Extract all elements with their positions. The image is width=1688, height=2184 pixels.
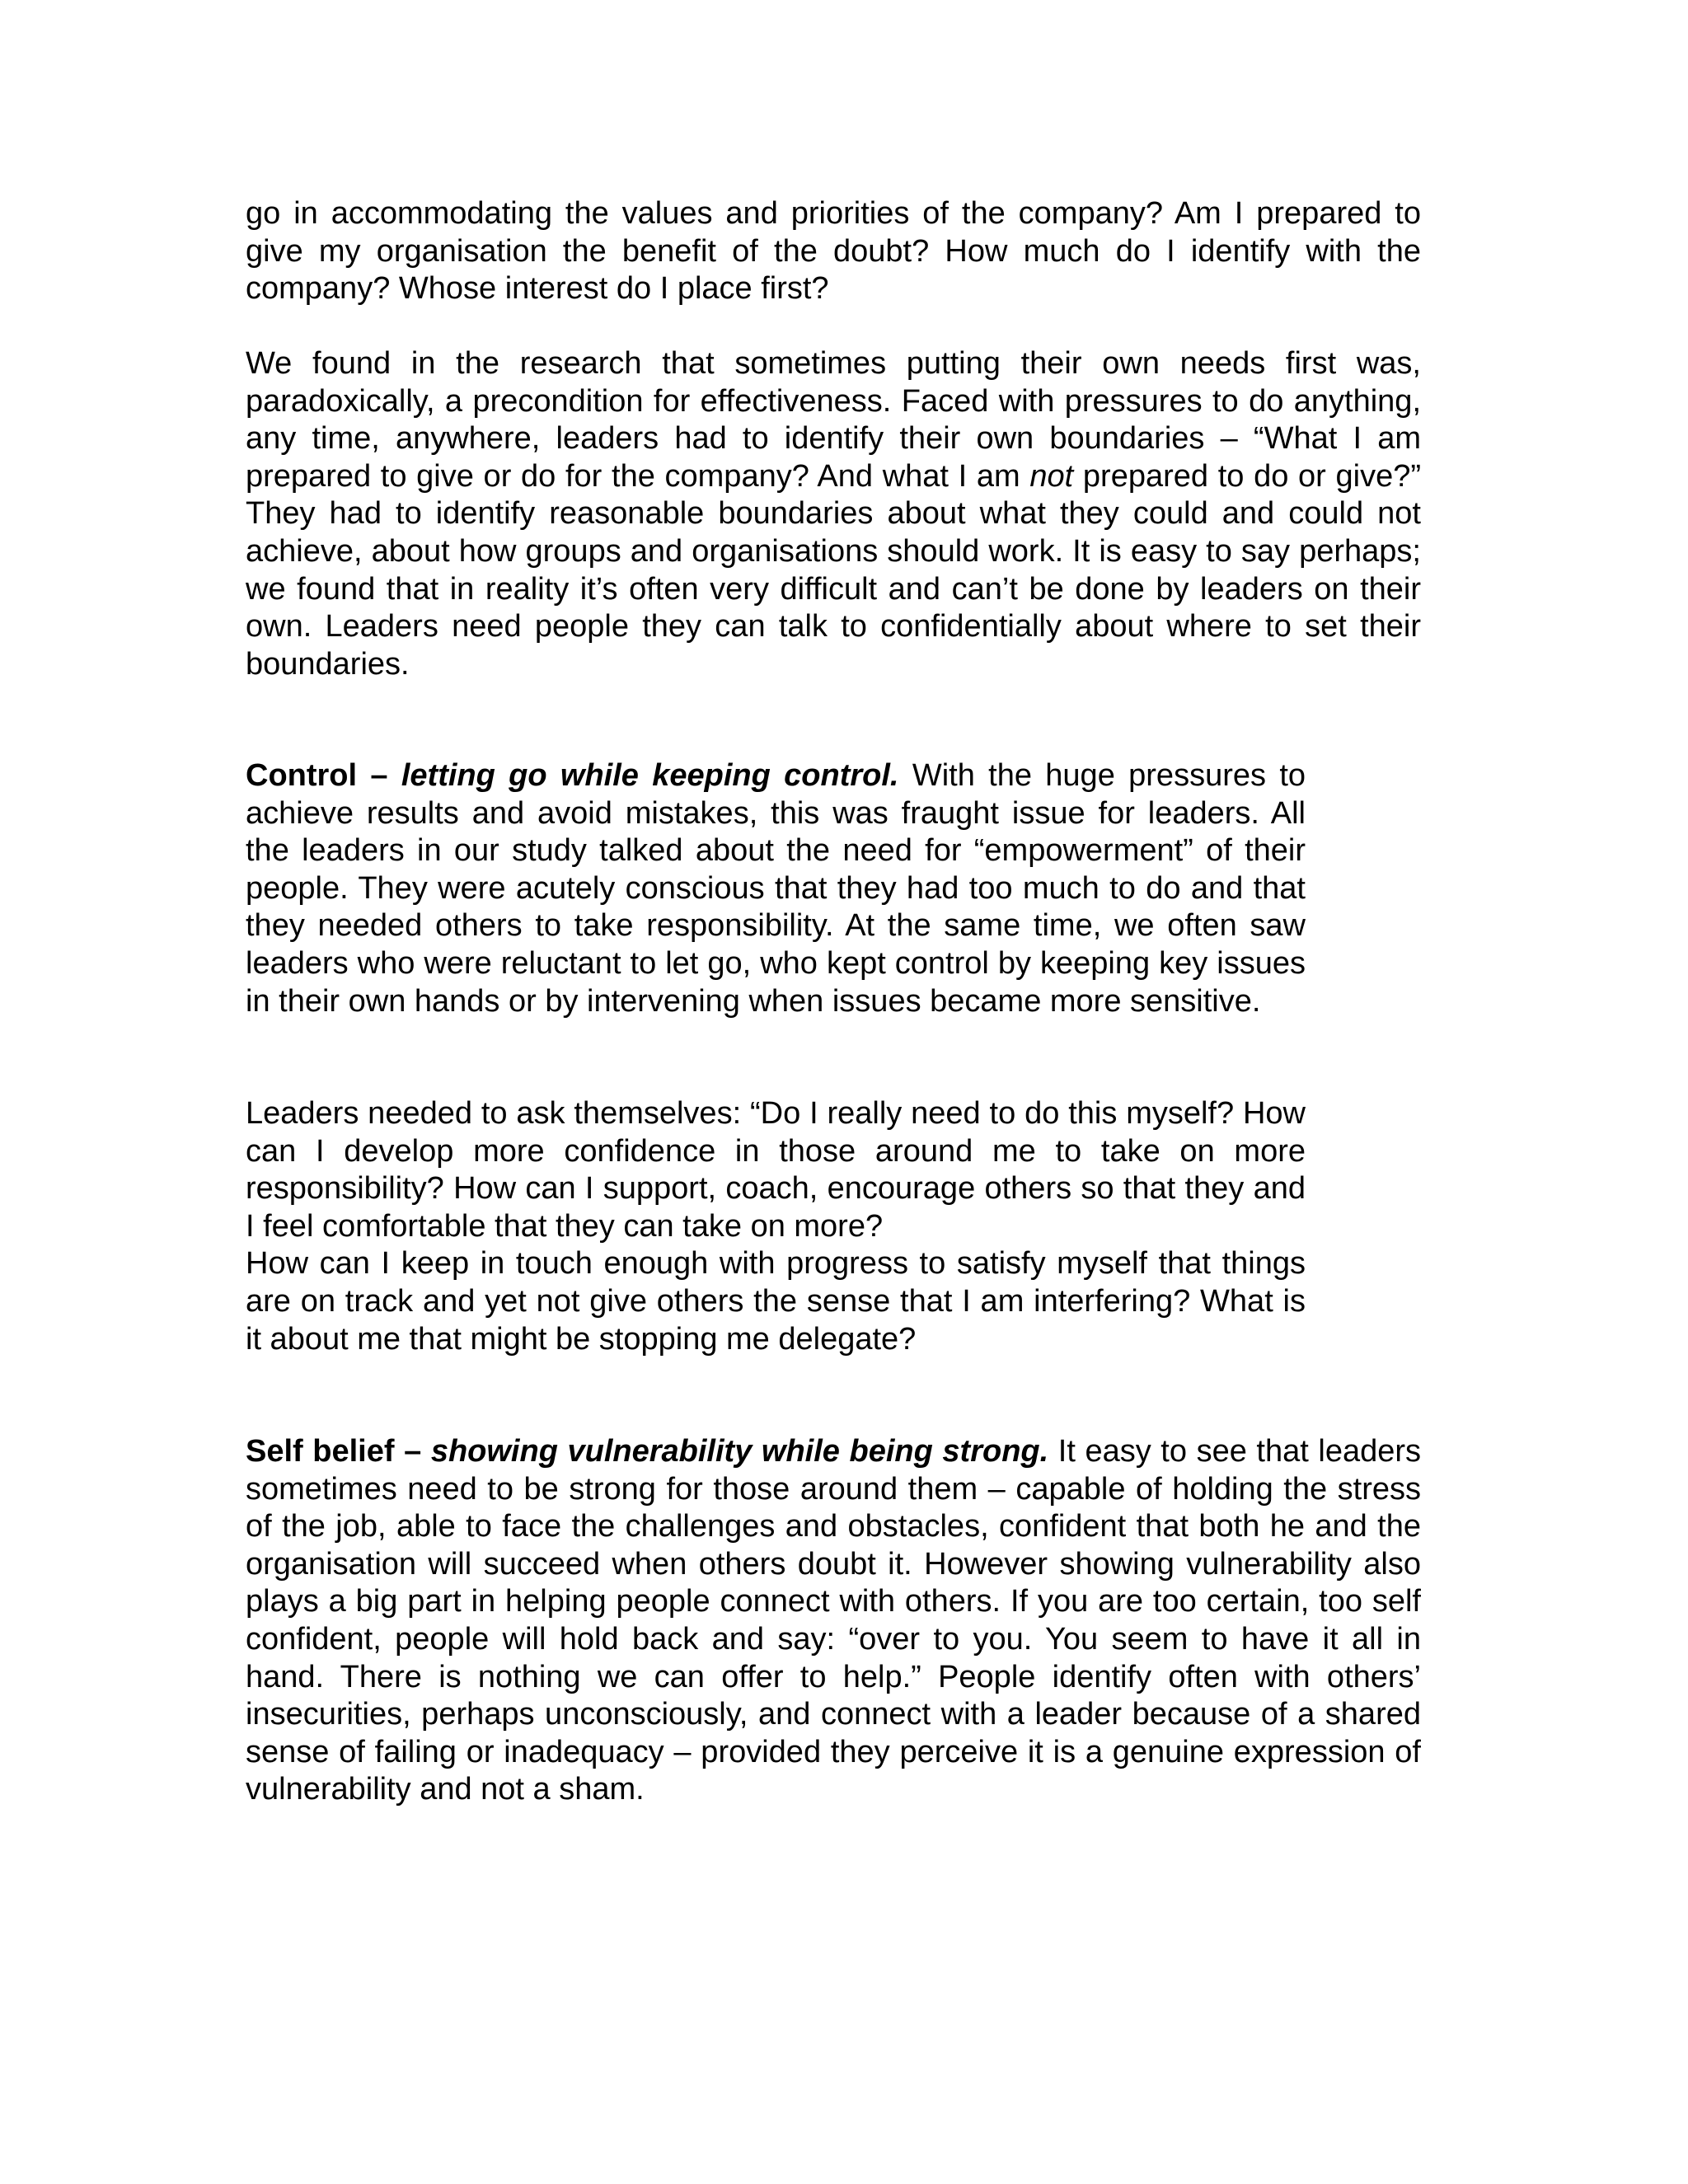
paragraph-text: It easy to see that leaders sometimes need to be strong for those around them – capable of holding the stress of the job, able to face the challenges and obstacles, confident that both he and the organisation will succeed when others doubt it. However showing vulnerability also plays a big part in helping people connect with others. If you are too certain, too self confident, people will hold back and say: “over to you. You seem to have it all in hand. There is nothing we can offer to help.” People identify often with others’ insecurities, perhaps unconsciously, and connect with a leader because of a shared sense of failing or inadequacy – provided they perceive it is a genuine expression of vulnerability and not a sham. xyxy=(246,1434,1422,1807)
section-subheading-control: letting go while keeping control. xyxy=(401,758,899,793)
paragraph-leader-questions xyxy=(246,1095,1306,1358)
paragraph-control xyxy=(246,757,1306,1020)
paragraph-text: How can I keep in touch enough with progress to satisfy myself that things are on track and yet not give others the sense that I am interfering? What is it about me that might be stopping me delegate? xyxy=(246,1246,1306,1357)
paragraph-text: go in accommodating the values and priorities of the company? Am I prepared to give my organisation the benefit of the doubt? How much do I identify with the company? Whose interest do I place first? xyxy=(246,196,1421,307)
paragraph-text: We found in the research that sometimes putting their own needs first was, paradoxically, a precondition for effectiveness. Faced with pressures to do anything, any time, anywhere, leaders had to identify their own boundaries – “What I am prepared to give or do for the company? And what I am xyxy=(246,346,1421,494)
section-subheading-self-belief: showing vulnerability while being strong. xyxy=(430,1434,1049,1469)
paragraph-company-questions xyxy=(246,195,1421,308)
paragraph-text: Leaders needed to ask themselves: “Do I really need to do this myself? How can I develop more confidence in those around me to take on more responsibility? How can I support, coach, encourage others so that they and I feel comfortable that they can take on more? xyxy=(246,1096,1306,1244)
paragraph-text: prepared to do or give?” They had to identify reasonable boundaries about what they could and could not achieve, about how groups and organisations should work. It is easy to say perhaps; we found that in reality it’s often very difficult and can’t be done by leaders on their own. Leaders need people they can talk to confidentially about where to set their boundaries. xyxy=(246,458,1421,682)
emphasis-not: not xyxy=(1029,458,1074,494)
paragraph-text: With the huge pressures to achieve results and avoid mistakes, this was fraught issue for leaders. All the leaders in our study talked about the need for “empowerment” of their people. They were acutely conscious that they had too much to do and that they needed others to take responsibility. At the same time, we often saw leaders who were reluctant to let go, who kept control by keeping key issues in their own hands or by intervening when issues became more sensitive. xyxy=(246,758,1306,1019)
section-heading-control: Control – xyxy=(246,758,401,793)
paragraph-boundaries xyxy=(246,345,1421,683)
section-heading-self-belief: Self belief – xyxy=(246,1434,431,1469)
paragraph-self-belief xyxy=(246,1433,1421,1809)
